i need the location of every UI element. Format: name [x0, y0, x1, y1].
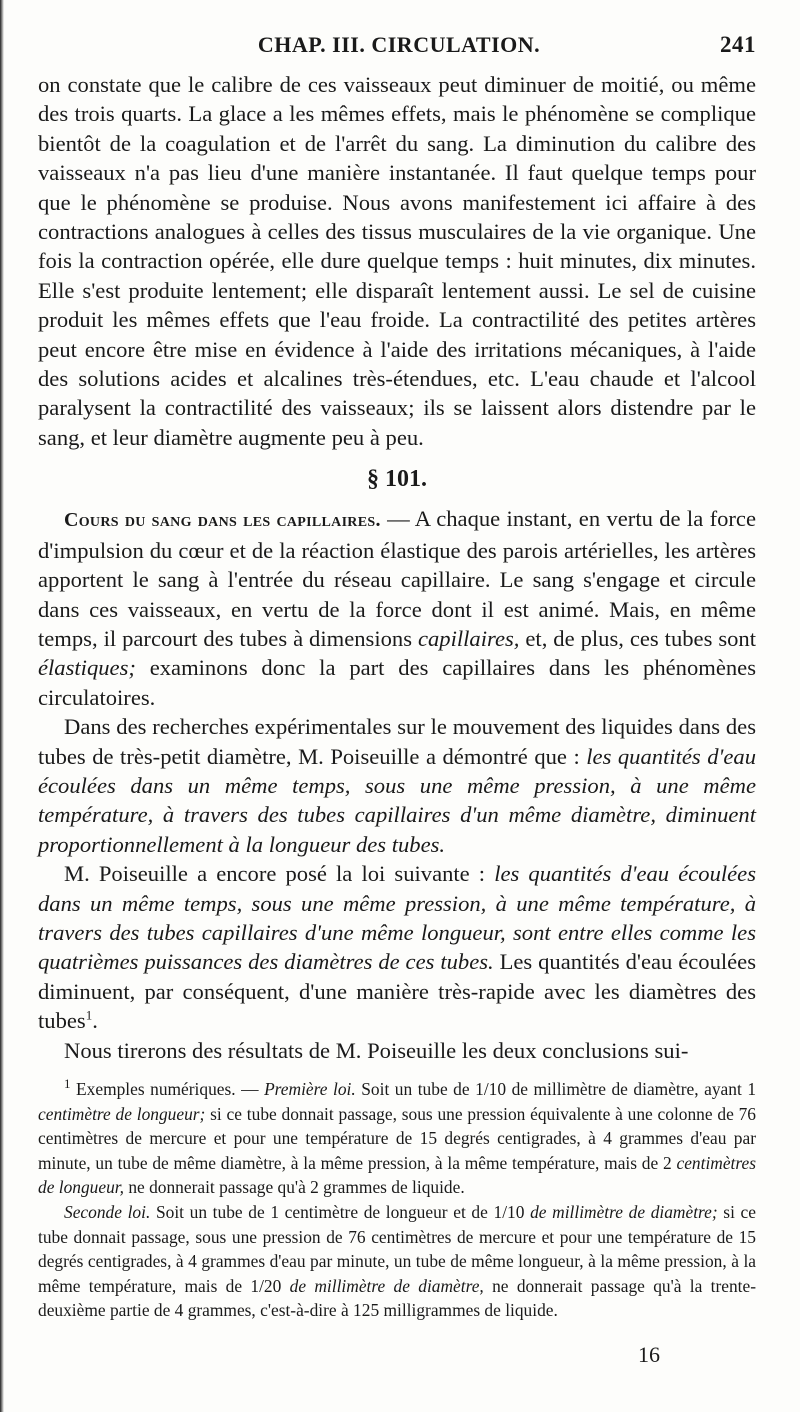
paragraph-conclusions: Nous tirerons des résultats de M. Poiseuille les deux conclusions sui- [64, 1037, 689, 1063]
italic-run: les quantités d'eau écoulées dans un même temps, sous une même pression, à une même température, à travers des tubes capillaires d'une même longueur, sont entre elles comme les quatrièmes puissances des diamètres de ces tubes. [38, 861, 756, 975]
text-run: examinons donc la part des capillaires dans les phénomènes circulatoires. [38, 655, 756, 710]
text-run: si ce tube donnait passage, sous une pression de 76 centimètres de mercure et pour une température de 15 degrés centigrades, à 4 grammes d'eau par minute, un tube de même longueur, à la même pression, à la même température, mais de 1/20 [38, 1201, 756, 1296]
italic-run: centimètres de longueur, [38, 1152, 756, 1198]
text-run: Exemples numériques. — [70, 1079, 265, 1099]
text-run: Soit un tube de 1 centimètre de longueur et de 1/10 [150, 1201, 531, 1222]
footnotes [38, 1077, 756, 1323]
text-run: et, de plus, ces tubes sont [519, 625, 756, 651]
paragraph-first-law [38, 712, 756, 859]
body-text [38, 70, 756, 1065]
footnote-marker: 1 [64, 1076, 71, 1092]
italic-run: de millimètre de diamètre, [289, 1275, 484, 1296]
text-run: Dans des recherches expérimentales sur le mouvement des liquides dans des tubes de très-petit diamètre, M. Poiseuille a démontré que : [38, 714, 756, 769]
italic-run: centimètre de longueur; [38, 1103, 206, 1124]
paragraph-second-law [38, 859, 756, 1035]
footnote-ref[interactable]: 1 [85, 1007, 93, 1023]
text-run: M. Poiseuille a encore posé la loi suivante : [64, 861, 495, 887]
text-run: . [92, 1008, 98, 1034]
text-run: si ce tube donnait passage, sous une pression équivalente à une colonne de 76 centimètres de mercure et pour une température de 15 degrés centigrades, à 4 grammes d'eau par minute, un tube de même diamètre, à la même pression, à la même température, mais de 2 [38, 1103, 756, 1173]
printer-signature: 16 [638, 1342, 660, 1367]
footnote-first-law [38, 1077, 756, 1200]
paragraph-heading: Cours du sang dans les capillaires. [64, 509, 381, 532]
italic-run: Seconde loi. [64, 1201, 151, 1222]
text-run: Les quantités d'eau écoulées diminuent, par conséquent, d'une manière très-rapide avec les diamètres des tubes [38, 949, 757, 1034]
chapter-title: CHAP. III. CIRCULATION. [257, 32, 541, 57]
text-run: ne donnerait passage qu'à 2 grammes de liquide. [123, 1177, 465, 1198]
italic-run: élastiques; [38, 655, 136, 681]
page-number: 241 [720, 32, 756, 57]
scan-shadow-edge [0, 0, 4, 1412]
italic-run: capillaires, [417, 625, 520, 651]
running-header [38, 32, 756, 66]
footnote-second-law [38, 1200, 756, 1323]
text-run: Soit un tube de 1/10 de millimètre de diamètre, ayant 1 [355, 1079, 757, 1099]
paragraph-continued: on constate que le calibre de ces vaisseaux peut diminuer de moitié, ou même des trois quarts. La glace a les mêmes effets, mais le phénomène se complique bientôt de la coagulation et de l'arrêt du sang. La diminution du calibre des vaisseaux n'a pas lieu d'une manière instantanée. Il faut quelque temps pour que le phénomène se produise. Nous avons manifestement ici affaire à des contractions analogues à celles des tissus musculaires de la vie organique. Une fois la contraction opérée, elle dure quelque temps : huit minutes, dix minutes. Elle s'est produite lentement; elle disparaît lentement aussi. Le sel de cuisine produit les mêmes effets que l'eau froide. La contractilité des petites artères peut encore être mise en évidence à l'aide des irritations mécaniques, à l'aide des solutions acides et alcalines très-étendues, etc. L'eau chaude et l'alcool paralysent la contractilité des vaisseaux; ils se laissent alors distendre par le sang, et leur diamètre augmente peu à peu. [38, 72, 756, 450]
italic-run: de millimètre de diamètre; [530, 1201, 718, 1222]
text-run: ne donnerait passage qu'à la trente-deuxième partie de 4 grammes, c'est-à-dire à 125 milligrammes de liquide. [38, 1275, 757, 1321]
italic-run: Première loi. [264, 1079, 356, 1099]
section-heading: § 101. [367, 466, 427, 493]
italic-run: les quantités d'eau écoulées dans un même temps, sous une même pression, à une même température, à travers des tubes capillaires d'un même diamètre, diminuent proportionnellement à la longueur des tubes. [38, 743, 756, 857]
text-run: — A chaque instant, en vertu de la force d'impulsion du cœur et de la réaction élastique des parois artérielles, les artères apportent le sang à l'entrée du réseau capillaire. Le sang s'engage et circule dans ces vaisseaux, en vertu de la force dont il est animé. Mais, en même temps, il parcourt des tubes à dimensions [38, 506, 756, 651]
paragraph-capillaries [38, 504, 756, 712]
